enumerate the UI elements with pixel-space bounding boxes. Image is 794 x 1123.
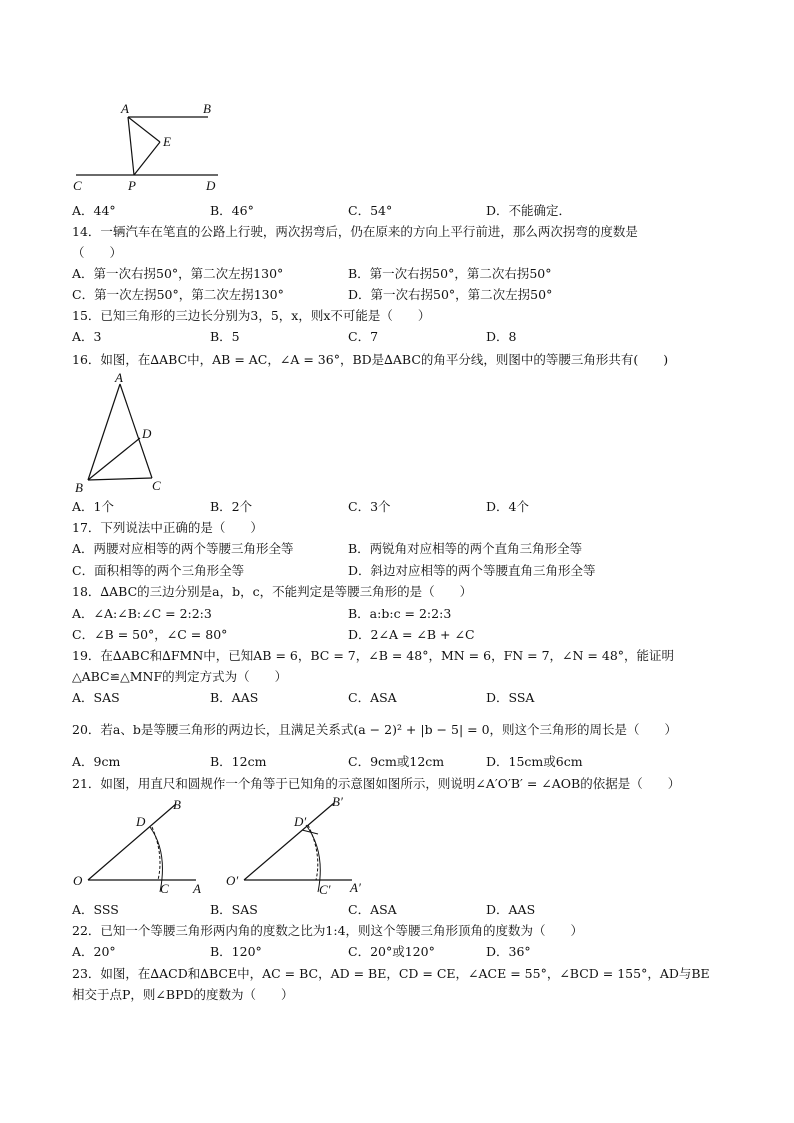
- q14-stem: 14．一辆汽车在笔直的公路上行驶，两次拐弯后，仍在原来的方向上平行前进，那么两次拐弯的度数是: [72, 224, 638, 239]
- label-B: B: [173, 797, 181, 812]
- q21-option-c[interactable]: C．ASA: [348, 902, 397, 917]
- q15-stem: 15．已知三角形的三边长分别为3，5，x，则x不可能是（ ）: [72, 308, 431, 323]
- q17-stem: 17．下列说法中正确的是（ ）: [72, 520, 263, 535]
- q20-stem: 20．若a、b是等腰三角形的两边长，且满足关系式(a − 2)² + |b − 5| = 0，则这个三角形的周长是（ ）: [72, 722, 678, 737]
- label-A: A: [193, 881, 201, 896]
- q19-stem-cont: △ABC≌△MNF的判定方式为（ ）: [72, 669, 288, 684]
- q20-option-c[interactable]: C．9cm或12cm: [348, 754, 445, 769]
- label-B-prime: B′: [332, 794, 343, 809]
- q16-option-d[interactable]: D．4个: [486, 499, 529, 514]
- label-A: A: [121, 101, 129, 116]
- q20-option-d[interactable]: D．15cm或6cm: [486, 754, 583, 769]
- label-D: D: [136, 814, 146, 829]
- q19-option-b[interactable]: B．AAS: [210, 690, 259, 705]
- q16-option-c[interactable]: C．3个: [348, 499, 391, 514]
- figure-isosceles-triangle: [70, 370, 170, 495]
- q17-option-a[interactable]: A．两腰对应相等的两个等腰三角形全等: [72, 541, 294, 556]
- label-O-prime: O′: [226, 873, 239, 888]
- q15-option-d[interactable]: D．8: [486, 329, 517, 344]
- label-B: B: [75, 480, 83, 495]
- label-D: D: [206, 178, 216, 193]
- figure-angle-constructed: [222, 790, 382, 900]
- q16-option-b[interactable]: B．2个: [210, 499, 253, 514]
- q21-stem: 21．如图，用直尺和圆规作一个角等于已知角的示意图如图所示，则说明∠A′O′B′ = ∠AOB的依据是（ ）: [72, 776, 681, 791]
- q14-option-d[interactable]: D．第一次右拐50°，第二次左拐50°: [348, 287, 553, 302]
- q19-option-d[interactable]: D．SSA: [486, 690, 535, 705]
- q23-stem: 23．如图，在∆ACD和∆BCE中，AC = BC，AD = BE，CD = CE，∠ACE = 55°，∠BCD = 155°，AD与BE: [72, 966, 710, 981]
- q16-option-a[interactable]: A．1个: [72, 499, 114, 514]
- label-C: C: [160, 881, 169, 896]
- q22-option-a[interactable]: A．20°: [72, 944, 116, 959]
- label-A: A: [115, 370, 123, 385]
- label-C: C: [73, 178, 82, 193]
- q18-stem: 18．∆ABC的三边分别是a，b，c，不能判定是等腰三角形的是（ ）: [72, 584, 473, 599]
- q13-option-d[interactable]: D．不能确定．: [486, 203, 572, 218]
- q19-option-a[interactable]: A．SAS: [72, 690, 120, 705]
- label-C-prime: C′: [319, 882, 331, 897]
- q15-option-b[interactable]: B．5: [210, 329, 240, 344]
- q18-option-b[interactable]: B．a:b:c = 2:2:3: [348, 606, 452, 621]
- label-O: O: [73, 873, 83, 888]
- q20-option-a[interactable]: A．9cm: [72, 754, 121, 769]
- figure-parallel-lines: [68, 100, 228, 195]
- label-P: P: [128, 178, 136, 193]
- q17-option-d[interactable]: D．斜边对应相等的两个等腰直角三角形全等: [348, 563, 596, 578]
- q15-option-a[interactable]: A．3: [72, 329, 102, 344]
- q17-option-b[interactable]: B．两锐角对应相等的两个直角三角形全等: [348, 541, 583, 556]
- q19-stem: 19．在∆ABC和∆FMN中，已知AB = 6，BC = 7，∠B = 48°，MN = 6，FN = 7，∠N = 48°，能证明: [72, 648, 675, 663]
- q22-option-c[interactable]: C．20°或120°: [348, 944, 435, 959]
- q13-option-c[interactable]: C．54°: [348, 203, 393, 218]
- q14-option-a[interactable]: A．第一次右拐50°，第二次左拐130°: [72, 266, 284, 281]
- q22-stem: 22．已知一个等腰三角形两内角的度数之比为1:4，则这个等腰三角形顶角的度数为（ ）: [72, 923, 584, 938]
- q14-stem-cont: （ ）: [72, 245, 123, 260]
- q16-stem: 16．如图，在∆ABC中，AB = AC，∠A = 36°，BD是∆ABC的角平分线，则图中的等腰三角形共有( ): [72, 352, 669, 367]
- q14-option-b[interactable]: B．第一次右拐50°，第二次右拐50°: [348, 266, 552, 281]
- q21-option-b[interactable]: B．SAS: [210, 902, 258, 917]
- label-C: C: [152, 478, 161, 493]
- q19-option-c[interactable]: C．ASA: [348, 690, 397, 705]
- label-A-prime: A′: [350, 880, 361, 895]
- q15-option-c[interactable]: C．7: [348, 329, 379, 344]
- q13-option-a[interactable]: A．44°: [72, 203, 116, 218]
- q13-option-b[interactable]: B．46°: [210, 203, 254, 218]
- label-B: B: [203, 101, 211, 116]
- figure-angle-original: [68, 797, 218, 897]
- q18-option-d[interactable]: D．2∠A = ∠B + ∠C: [348, 627, 475, 642]
- label-D-prime: D′: [294, 814, 307, 829]
- q22-option-d[interactable]: D．36°: [486, 944, 531, 959]
- q23-stem-cont: 相交于点P，则∠BPD的度数为（ ）: [72, 987, 294, 1002]
- q18-option-a[interactable]: A．∠A:∠B:∠C = 2:2:3: [72, 606, 212, 621]
- q14-option-c[interactable]: C．第一次左拐50°，第二次左拐130°: [72, 287, 284, 302]
- q21-option-d[interactable]: D．AAS: [486, 902, 536, 917]
- q21-option-a[interactable]: A．SSS: [72, 902, 119, 917]
- q22-option-b[interactable]: B．120°: [210, 944, 262, 959]
- q18-option-c[interactable]: C．∠B = 50°，∠C = 80°: [72, 627, 228, 642]
- q17-option-c[interactable]: C．面积相等的两个三角形全等: [72, 563, 245, 578]
- label-D: D: [142, 426, 152, 441]
- label-E: E: [163, 134, 171, 149]
- q20-option-b[interactable]: B．12cm: [210, 754, 267, 769]
